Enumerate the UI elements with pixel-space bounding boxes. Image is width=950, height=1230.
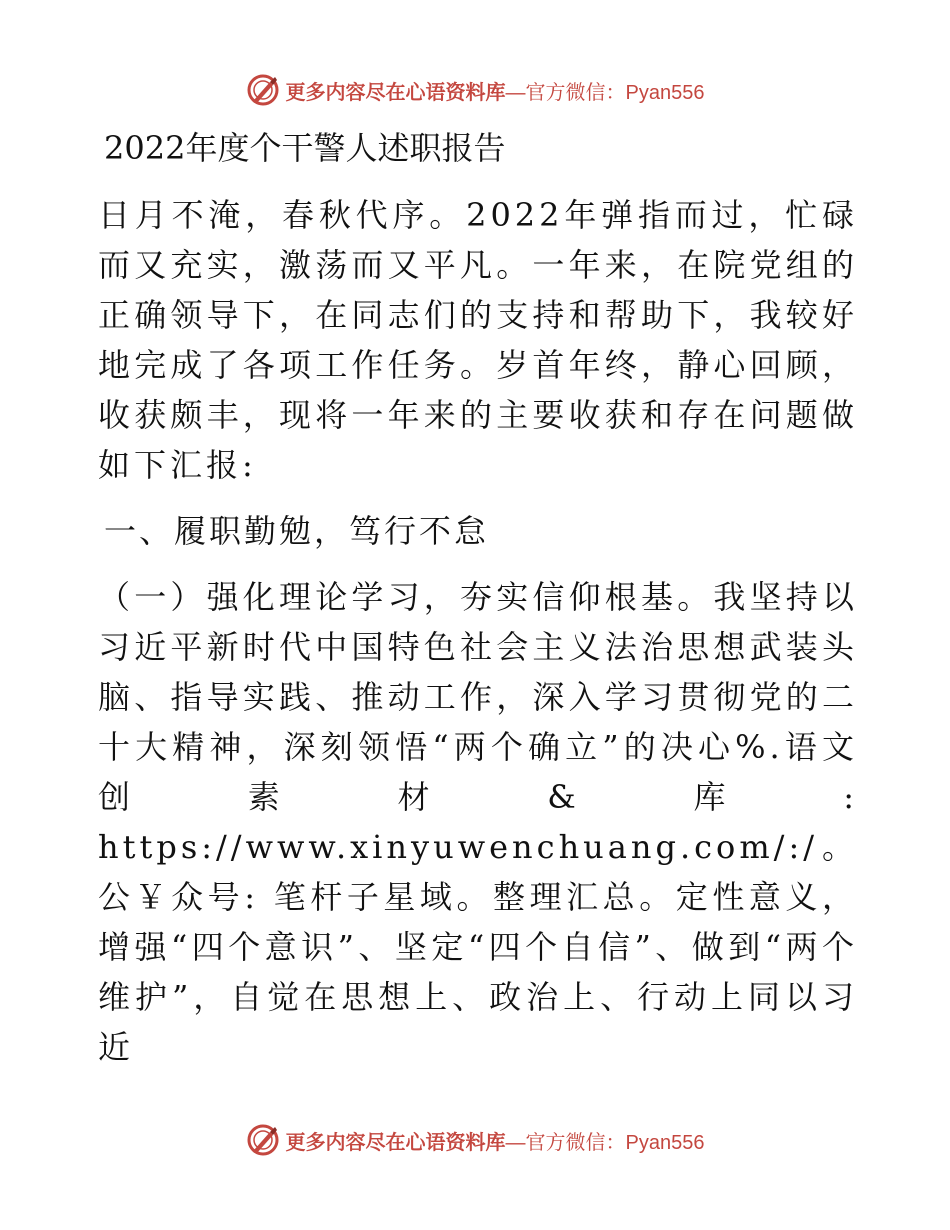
banner-text-right: —官方微信：Pyan556 xyxy=(505,81,705,104)
document-title: 2022年度个干警人述职报告 xyxy=(104,129,506,167)
paragraph-section-1-1: （一）强化理论学习，夯实信仰根基。我坚持以习近平新时代中国特色社会主义法治思想武装头脑、指导实践、推动工作，深入学习贯彻党的二十大精神，深刻领悟“两个确立”的决心%.语文创素材&库: https://www.xinyuwenchuang.com/:/。公￥众号: 笔杆子星域。整理汇总。定性意义，增强“四个意识”、坚定“四个自信”、做到“两个维护”，自觉在思想上、政治上、行动上同以习近 xyxy=(98,578,858,1066)
pen-logo-icon xyxy=(246,73,280,107)
paragraph-intro: 日月不淹，春秋代序。2022年弹指而过，忙碌而又充实，激荡而又平凡。一年来，在院党组的正确领导下，在同志们的支持和帮助下，我较好地完成了各项工作任务。岁首年终，静心回顾，收获颇丰，现将一年来的主要收获和存在问题做如下汇报: xyxy=(98,196,858,484)
section-heading-1: 一、履职勤勉，笃行不怠 xyxy=(104,512,490,550)
pen-logo-icon xyxy=(246,1123,280,1157)
banner-text-left: 更多内容尽在心语资料库 xyxy=(285,79,506,104)
document-body xyxy=(98,124,858,1072)
header-watermark-banner xyxy=(0,70,950,110)
banner-text-right: —官方微信：Pyan556 xyxy=(505,1131,705,1154)
footer-watermark-banner xyxy=(0,1120,950,1160)
banner-text-left: 更多内容尽在心语资料库 xyxy=(285,1129,506,1154)
